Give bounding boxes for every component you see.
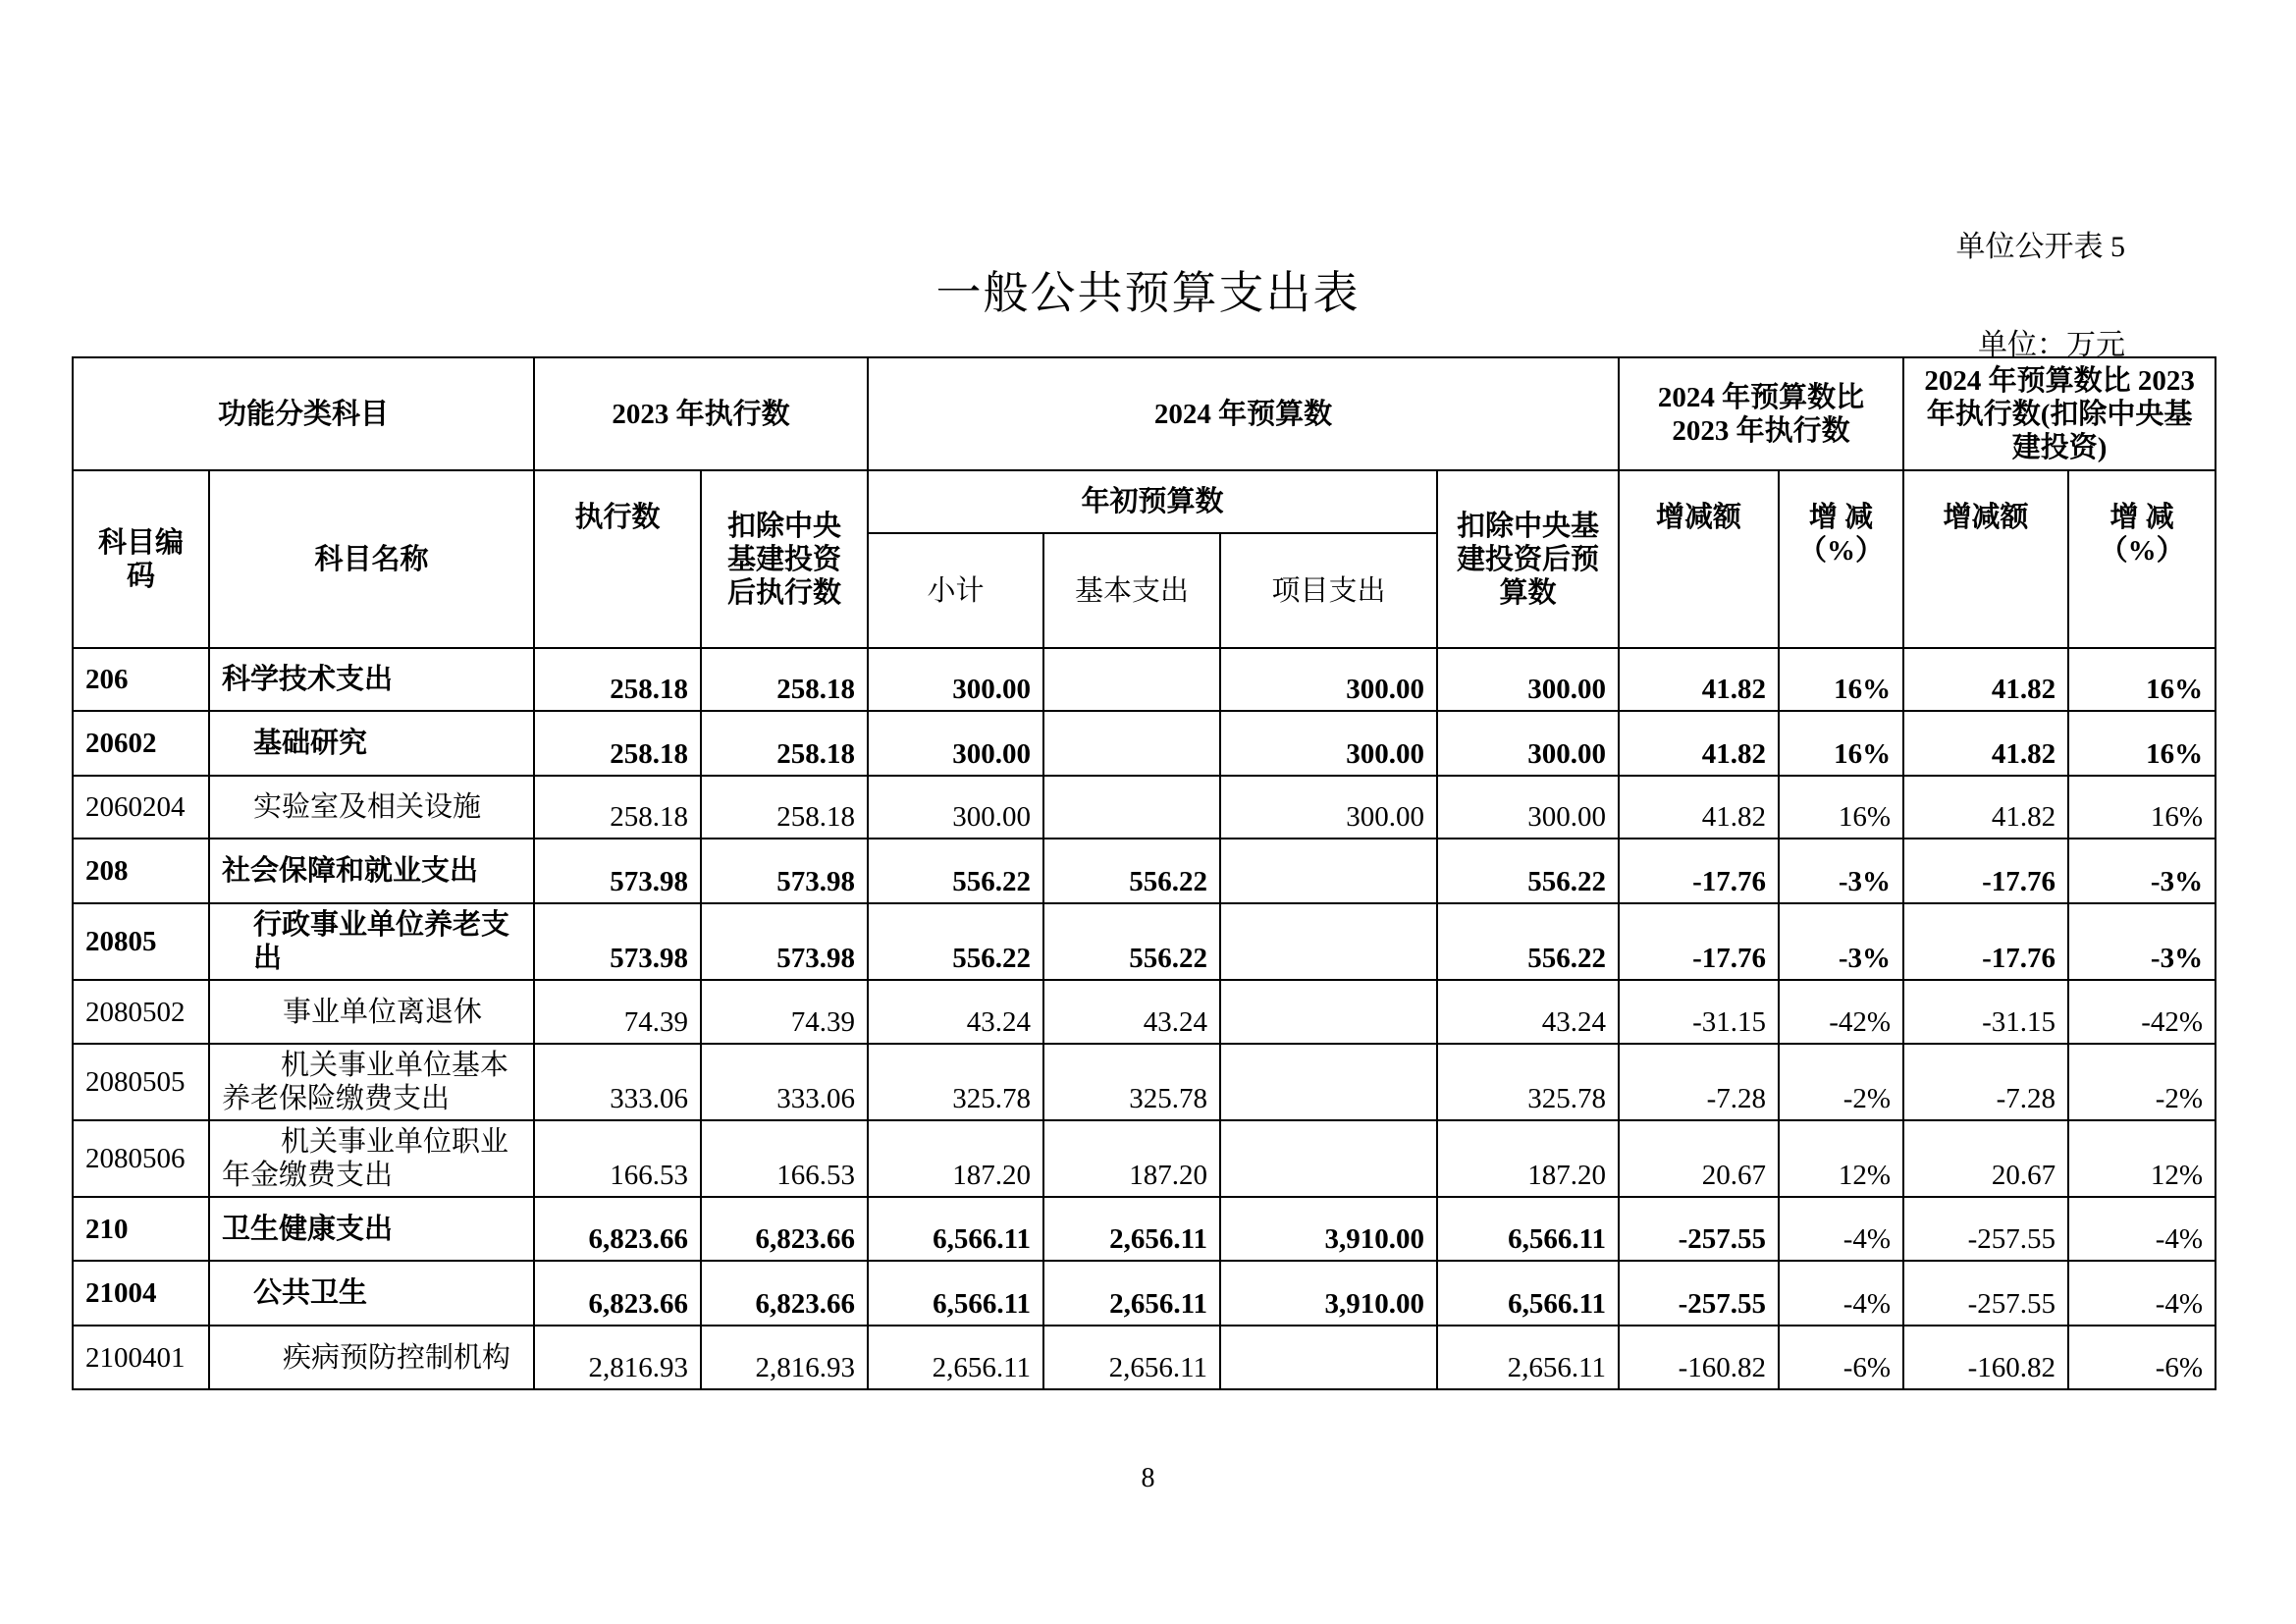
- cell-exec: 6,823.66: [534, 1261, 701, 1326]
- cell-basic: 43.24: [1043, 980, 1220, 1044]
- table-row: [73, 980, 2216, 1044]
- header-change-amt-2: 增减额: [1903, 470, 2068, 648]
- cell-project: [1220, 1326, 1437, 1389]
- cell-change-2: -257.55: [1903, 1197, 2068, 1261]
- cell-change-pct: 16%: [1779, 711, 1903, 776]
- cell-budget-excl: 300.00: [1437, 776, 1619, 839]
- cell-change: 20.67: [1619, 1120, 1779, 1197]
- cell-change-2: 20.67: [1903, 1120, 2068, 1197]
- header-cmp-exec: 2024 年预算数比 2023 年执行数: [1619, 357, 1903, 470]
- cell-exec: 2,816.93: [534, 1326, 701, 1389]
- header-initial-budget: 年初预算数: [868, 470, 1437, 533]
- cell-budget-excl: 6,566.11: [1437, 1261, 1619, 1326]
- cell-subtotal: 325.78: [868, 1044, 1043, 1120]
- page-title: 一般公共预算支出表: [935, 268, 1361, 318]
- cell-name: 实验室及相关设施: [209, 776, 534, 839]
- cell-change-2: -17.76: [1903, 903, 2068, 980]
- cell-change-pct-2: -3%: [2068, 839, 2216, 903]
- cell-exec-excl: 573.98: [701, 839, 868, 903]
- table-tag: 单位公开表 5: [1955, 231, 2125, 263]
- table-row: [73, 648, 2216, 711]
- table-row: [73, 776, 2216, 839]
- cell-code: 2080505: [73, 1044, 209, 1120]
- cell-subtotal: 300.00: [868, 711, 1043, 776]
- cell-project: 3,910.00: [1220, 1261, 1437, 1326]
- cell-exec: 258.18: [534, 711, 701, 776]
- cell-change-pct: -4%: [1779, 1261, 1903, 1326]
- cell-project: 300.00: [1220, 711, 1437, 776]
- header-change-pct: 增 减（%）: [1779, 470, 1903, 648]
- cell-name: 卫生健康支出: [209, 1197, 534, 1261]
- budget-table: [72, 356, 2216, 1390]
- cell-code: 210: [73, 1197, 209, 1261]
- cell-change: -257.55: [1619, 1197, 1779, 1261]
- cell-basic: 556.22: [1043, 903, 1220, 980]
- cell-name: 科学技术支出: [209, 648, 534, 711]
- cell-change-pct-2: 16%: [2068, 648, 2216, 711]
- cell-name: 事业单位离退休: [209, 980, 534, 1044]
- cell-change-pct-2: -3%: [2068, 903, 2216, 980]
- header-exec-2023: 2023 年执行数: [534, 357, 868, 470]
- cell-change-pct: -3%: [1779, 839, 1903, 903]
- cell-basic: 2,656.11: [1043, 1326, 1220, 1389]
- cell-subtotal: 556.22: [868, 903, 1043, 980]
- cell-change-pct: 16%: [1779, 648, 1903, 711]
- cell-name: 公共卫生: [209, 1261, 534, 1326]
- cell-project: [1220, 839, 1437, 903]
- cell-code: 2100401: [73, 1326, 209, 1389]
- cell-basic: [1043, 648, 1220, 711]
- cell-change-pct: -4%: [1779, 1197, 1903, 1261]
- cell-code: 2080502: [73, 980, 209, 1044]
- cell-exec: 258.18: [534, 648, 701, 711]
- table-row: [73, 1261, 2216, 1326]
- cell-project: [1220, 1120, 1437, 1197]
- cell-change-pct-2: -2%: [2068, 1044, 2216, 1120]
- header-exec-excl: 扣除中央基建投资后执行数: [701, 470, 868, 648]
- cell-basic: 2,656.11: [1043, 1197, 1220, 1261]
- cell-budget-excl: 2,656.11: [1437, 1326, 1619, 1389]
- cell-code: 20805: [73, 903, 209, 980]
- cell-basic: 325.78: [1043, 1044, 1220, 1120]
- cell-name: 基础研究: [209, 711, 534, 776]
- cell-change-pct-2: -4%: [2068, 1197, 2216, 1261]
- cell-budget-excl: 300.00: [1437, 648, 1619, 711]
- cell-change: -31.15: [1619, 980, 1779, 1044]
- cell-project: 300.00: [1220, 776, 1437, 839]
- cell-project: [1220, 1044, 1437, 1120]
- cell-budget-excl: 325.78: [1437, 1044, 1619, 1120]
- cell-basic: 187.20: [1043, 1120, 1220, 1197]
- header-exec: 执行数: [534, 470, 701, 648]
- unit-label: 单位：万元: [1978, 329, 2125, 361]
- cell-change-2: -31.15: [1903, 980, 2068, 1044]
- cell-change: -257.55: [1619, 1261, 1779, 1326]
- header-func-class: 功能分类科目: [73, 357, 534, 470]
- table-row: [73, 903, 2216, 980]
- cell-basic: [1043, 711, 1220, 776]
- cell-exec: 166.53: [534, 1120, 701, 1197]
- cell-change-pct: 12%: [1779, 1120, 1903, 1197]
- cell-exec: 258.18: [534, 776, 701, 839]
- cell-exec: 6,823.66: [534, 1197, 701, 1261]
- cell-budget-excl: 6,566.11: [1437, 1197, 1619, 1261]
- cell-exec-excl: 258.18: [701, 776, 868, 839]
- cell-basic: [1043, 776, 1220, 839]
- cell-exec-excl: 258.18: [701, 711, 868, 776]
- table-row: [73, 1044, 2216, 1120]
- cell-code: 2060204: [73, 776, 209, 839]
- cell-change-pct: -2%: [1779, 1044, 1903, 1120]
- cell-change: 41.82: [1619, 711, 1779, 776]
- header-budget-excl: 扣除中央基建投资后预算数: [1437, 470, 1619, 648]
- cell-change-2: 41.82: [1903, 711, 2068, 776]
- cell-project: 3,910.00: [1220, 1197, 1437, 1261]
- cell-name: 机关事业单位基本养老保险缴费支出: [209, 1044, 534, 1120]
- header-project: 项目支出: [1220, 533, 1437, 648]
- cell-subtotal: 187.20: [868, 1120, 1043, 1197]
- cell-exec-excl: 2,816.93: [701, 1326, 868, 1389]
- header-budget-2024: 2024 年预算数: [868, 357, 1619, 470]
- cell-change-pct: -42%: [1779, 980, 1903, 1044]
- cell-exec-excl: 6,823.66: [701, 1261, 868, 1326]
- cell-project: 300.00: [1220, 648, 1437, 711]
- cell-name: 疾病预防控制机构: [209, 1326, 534, 1389]
- cell-exec-excl: 333.06: [701, 1044, 868, 1120]
- header-cmp-exec-excl: 2024 年预算数比 2023 年执行数(扣除中央基建投资): [1903, 357, 2216, 470]
- cell-subtotal: 6,566.11: [868, 1261, 1043, 1326]
- cell-exec-excl: 166.53: [701, 1120, 868, 1197]
- cell-subtotal: 2,656.11: [868, 1326, 1043, 1389]
- cell-change: -160.82: [1619, 1326, 1779, 1389]
- cell-subtotal: 43.24: [868, 980, 1043, 1044]
- cell-change-2: -17.76: [1903, 839, 2068, 903]
- cell-code: 21004: [73, 1261, 209, 1326]
- cell-basic: 556.22: [1043, 839, 1220, 903]
- cell-subtotal: 556.22: [868, 839, 1043, 903]
- cell-change-2: -7.28: [1903, 1044, 2068, 1120]
- header-subtotal: 小计: [868, 533, 1043, 648]
- cell-change-2: -160.82: [1903, 1326, 2068, 1389]
- table-row: [73, 839, 2216, 903]
- cell-name: 行政事业单位养老支出: [209, 903, 534, 980]
- cell-exec-excl: 258.18: [701, 648, 868, 711]
- cell-code: 208: [73, 839, 209, 903]
- header-change-amt: 增减额: [1619, 470, 1779, 648]
- header-basic: 基本支出: [1043, 533, 1220, 648]
- cell-subtotal: 6,566.11: [868, 1197, 1043, 1261]
- table-row: [73, 1326, 2216, 1389]
- cell-code: 2080506: [73, 1120, 209, 1197]
- cell-exec: 573.98: [534, 839, 701, 903]
- cell-change-pct: -3%: [1779, 903, 1903, 980]
- cell-exec-excl: 573.98: [701, 903, 868, 980]
- cell-project: [1220, 980, 1437, 1044]
- header-change-pct-2: 增 减（%）: [2068, 470, 2216, 648]
- cell-project: [1220, 903, 1437, 980]
- cell-code: 206: [73, 648, 209, 711]
- page-number: 8: [1141, 1463, 1155, 1493]
- cell-budget-excl: 556.22: [1437, 903, 1619, 980]
- cell-name: 社会保障和就业支出: [209, 839, 534, 903]
- table-row: [73, 1197, 2216, 1261]
- cell-budget-excl: 556.22: [1437, 839, 1619, 903]
- cell-basic: 2,656.11: [1043, 1261, 1220, 1326]
- cell-change-pct: 16%: [1779, 776, 1903, 839]
- cell-subtotal: 300.00: [868, 648, 1043, 711]
- cell-exec: 74.39: [534, 980, 701, 1044]
- cell-change-pct-2: -6%: [2068, 1326, 2216, 1389]
- cell-change-2: 41.82: [1903, 776, 2068, 839]
- cell-change-pct-2: -42%: [2068, 980, 2216, 1044]
- cell-change-pct-2: 12%: [2068, 1120, 2216, 1197]
- cell-subtotal: 300.00: [868, 776, 1043, 839]
- cell-exec: 573.98: [534, 903, 701, 980]
- cell-change: -17.76: [1619, 903, 1779, 980]
- cell-name: 机关事业单位职业年金缴费支出: [209, 1120, 534, 1197]
- cell-change: -17.76: [1619, 839, 1779, 903]
- cell-change-pct-2: 16%: [2068, 711, 2216, 776]
- cell-change-pct: -6%: [1779, 1326, 1903, 1389]
- cell-exec: 333.06: [534, 1044, 701, 1120]
- cell-change: 41.82: [1619, 776, 1779, 839]
- table-row: [73, 711, 2216, 776]
- cell-change-2: 41.82: [1903, 648, 2068, 711]
- cell-change-pct-2: 16%: [2068, 776, 2216, 839]
- header-code: 科目编码: [73, 470, 209, 648]
- cell-change-2: -257.55: [1903, 1261, 2068, 1326]
- cell-budget-excl: 187.20: [1437, 1120, 1619, 1197]
- cell-budget-excl: 300.00: [1437, 711, 1619, 776]
- cell-exec-excl: 74.39: [701, 980, 868, 1044]
- cell-code: 20602: [73, 711, 209, 776]
- cell-change: -7.28: [1619, 1044, 1779, 1120]
- cell-change: 41.82: [1619, 648, 1779, 711]
- cell-budget-excl: 43.24: [1437, 980, 1619, 1044]
- header-name: 科目名称: [209, 470, 534, 648]
- cell-exec-excl: 6,823.66: [701, 1197, 868, 1261]
- table-row: [73, 1120, 2216, 1197]
- cell-change-pct-2: -4%: [2068, 1261, 2216, 1326]
